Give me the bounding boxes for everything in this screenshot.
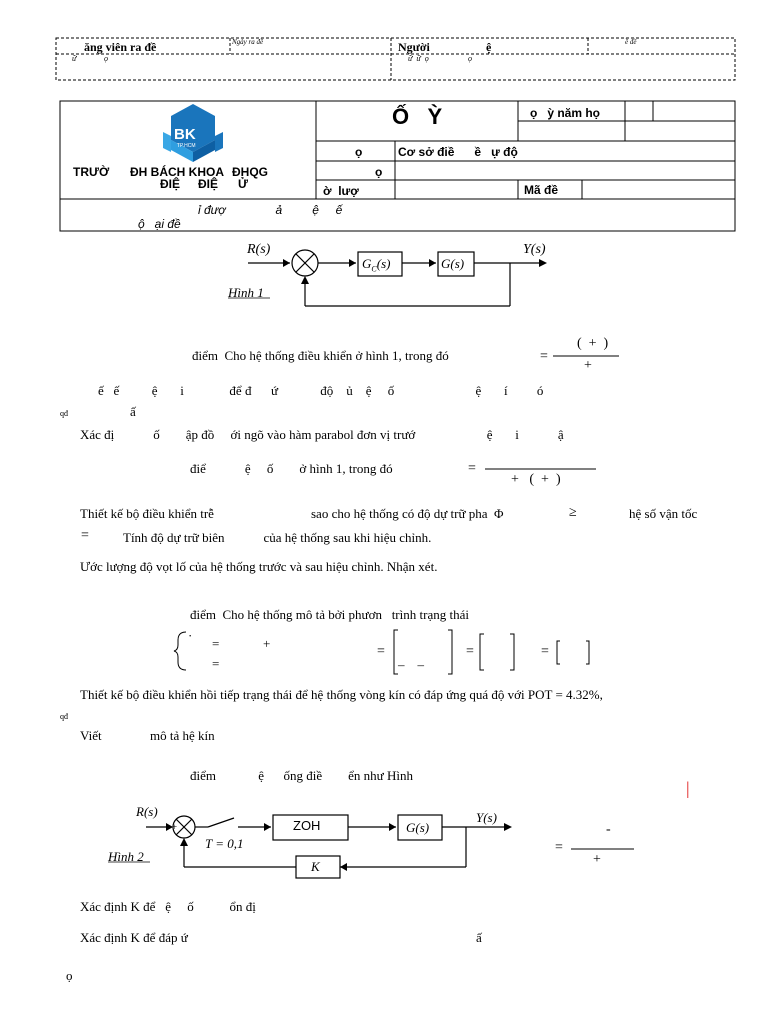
p4-question-1: Xác định K để ệ ố ổn đị — [80, 899, 256, 914]
p3-sys-plus: + — [263, 636, 271, 651]
fig2-sum-plus: + — [172, 822, 178, 832]
exam-code-label: Mã đề — [524, 183, 559, 197]
p2-line-2b: sao cho hệ thống có độ dự trữ pha Φ — [311, 506, 504, 521]
p4-formula-den: + — [593, 852, 601, 867]
p3-mat-eq-3: = — [541, 644, 549, 659]
p4-line-1: điểm ệ ống điề ển như Hình — [190, 768, 413, 783]
course-fragment: ọ — [355, 145, 363, 159]
fig1-output-label: Y(s) — [523, 242, 546, 257]
header-note-1: ỉ đượ ả ệ ế — [198, 203, 343, 217]
p3-sys-dot: · — [188, 628, 193, 643]
p2-line-3: Tính độ dự trữ biên của hệ thống sau khi hiệu chỉnh. — [123, 530, 432, 545]
p4-question-2-frag: ấ — [476, 930, 482, 945]
reviewer-fragment: ệ — [486, 40, 492, 54]
exam-title: Ố Ỳ — [392, 104, 443, 129]
p3-line-3b: mô tả hệ kín — [150, 728, 215, 743]
lecturer-label: ăng viên ra đề — [84, 40, 157, 54]
p1-formula-num: ( + ) — [577, 336, 609, 351]
footer-fragment: ọ — [66, 968, 73, 983]
p3-mat-eq-2: = — [466, 644, 474, 659]
row3-fragment: ọ — [375, 165, 383, 179]
p4-formula-num: - — [606, 822, 611, 837]
fig2-input-label: R(s) — [136, 804, 158, 819]
top-sub-frag-4: ọ — [468, 54, 472, 63]
school-line-2b: ĐIỆ — [198, 177, 219, 191]
fig2-caption: Hình 2 — [108, 849, 144, 864]
fig2-k-label: K — [311, 859, 320, 874]
reviewer-label: Người — [398, 40, 430, 54]
p3-sys-eq-2: = — [212, 656, 220, 671]
logo-text: BK — [174, 126, 196, 143]
school-line-2a: ĐIỆ — [160, 177, 181, 191]
p2-ge-symbol: ≥ — [569, 505, 577, 520]
fig1-block-g: G(s) — [441, 256, 465, 271]
p1-line-4: Xác đị ố ập đồ ới ngõ vào hàm parabol đơn vị trướ ệ i ậ — [80, 427, 564, 442]
course-name: Cơ sở điề ề ự độ — [398, 145, 518, 159]
p1-line-2: ế ế ệ i để đ ứ độ ủ ệ ố ệ í ó — [98, 383, 544, 398]
fig1-input-label: R(s) — [247, 242, 271, 257]
logo-subtext: TP.HCM — [177, 143, 196, 149]
top-sub-frag-2: ọ — [104, 54, 108, 63]
fig2-sample-time: T = 0,1 — [205, 836, 244, 851]
fig2-zoh-label: ZOH — [293, 818, 321, 833]
p2-line-3-eq: = — [81, 528, 89, 543]
p1-line-1: điểm Cho hệ thống điều khiển ở hình 1, trong đó — [192, 348, 449, 363]
fig1-caption: Hình 1 — [228, 285, 264, 300]
p1-left-mark: qđ — [60, 409, 68, 418]
p2-line-1: điể ệ ố ở hình 1, trong đó — [190, 461, 393, 476]
p2-formula-den: + ( + ) — [511, 472, 561, 487]
school-line-1b: ĐH BÁCH KHOA — [130, 165, 224, 179]
p3-mat-eq-1: = — [377, 644, 385, 659]
school-line-2c: Ử — [238, 177, 248, 191]
red-mark: | — [686, 778, 690, 798]
p2-line-2a: Thiết kế bộ điều khiển trễ — [80, 506, 214, 521]
top-sub-frag-3: ữ ữ ọ — [408, 54, 429, 63]
p3-sys-eq-1: = — [212, 636, 220, 651]
p3-left-mark: qđ — [60, 712, 68, 721]
p3-line-3a: Viết — [80, 728, 102, 743]
top-right-small: ề đề — [625, 38, 637, 46]
p3-line-1: điểm Cho hệ thống mô tả bởi phươn trình trạng thái — [190, 607, 469, 622]
p4-formula-eq: = — [555, 840, 563, 855]
p4-question-2: Xác định K để đáp ứ — [80, 930, 188, 945]
school-line-1c: ĐHQG — [232, 165, 268, 179]
p3-line-2: Thiết kế bộ điều khiển hồi tiếp trạng thái để hệ thống vòng kín có đáp ứng quá độ với POT = 4.32%, — [80, 687, 603, 702]
p1-formula-den: + — [584, 358, 592, 373]
top-sub-frag-1: ữ — [72, 54, 77, 63]
fig2-output-label: Y(s) — [476, 810, 497, 825]
p1-formula-eq: = — [540, 349, 548, 364]
header-note-2: ộ ại đề — [138, 217, 181, 231]
school-line-1a: TRƯỜ — [73, 165, 110, 179]
p2-formula-eq: = — [468, 461, 476, 476]
duration-label: ờ lượ — [323, 184, 359, 198]
p1-line-3-frag: ấ — [130, 404, 136, 419]
fig1-block-gc: $G_C(s)$ — [362, 256, 391, 274]
p2-line-2c: hệ số vận tốc — [629, 506, 698, 521]
fig2-g-label: G(s) — [406, 820, 430, 835]
p3-mat-minus: – – — [398, 657, 424, 672]
date-label: Ngày ra đề — [232, 38, 264, 46]
p2-line-4: Ước lượng độ vọt lố của hệ thống trước và sau hiệu chỉnh. Nhận xét. — [80, 559, 438, 574]
semester-label: ọ ỳ năm họ — [530, 106, 601, 120]
